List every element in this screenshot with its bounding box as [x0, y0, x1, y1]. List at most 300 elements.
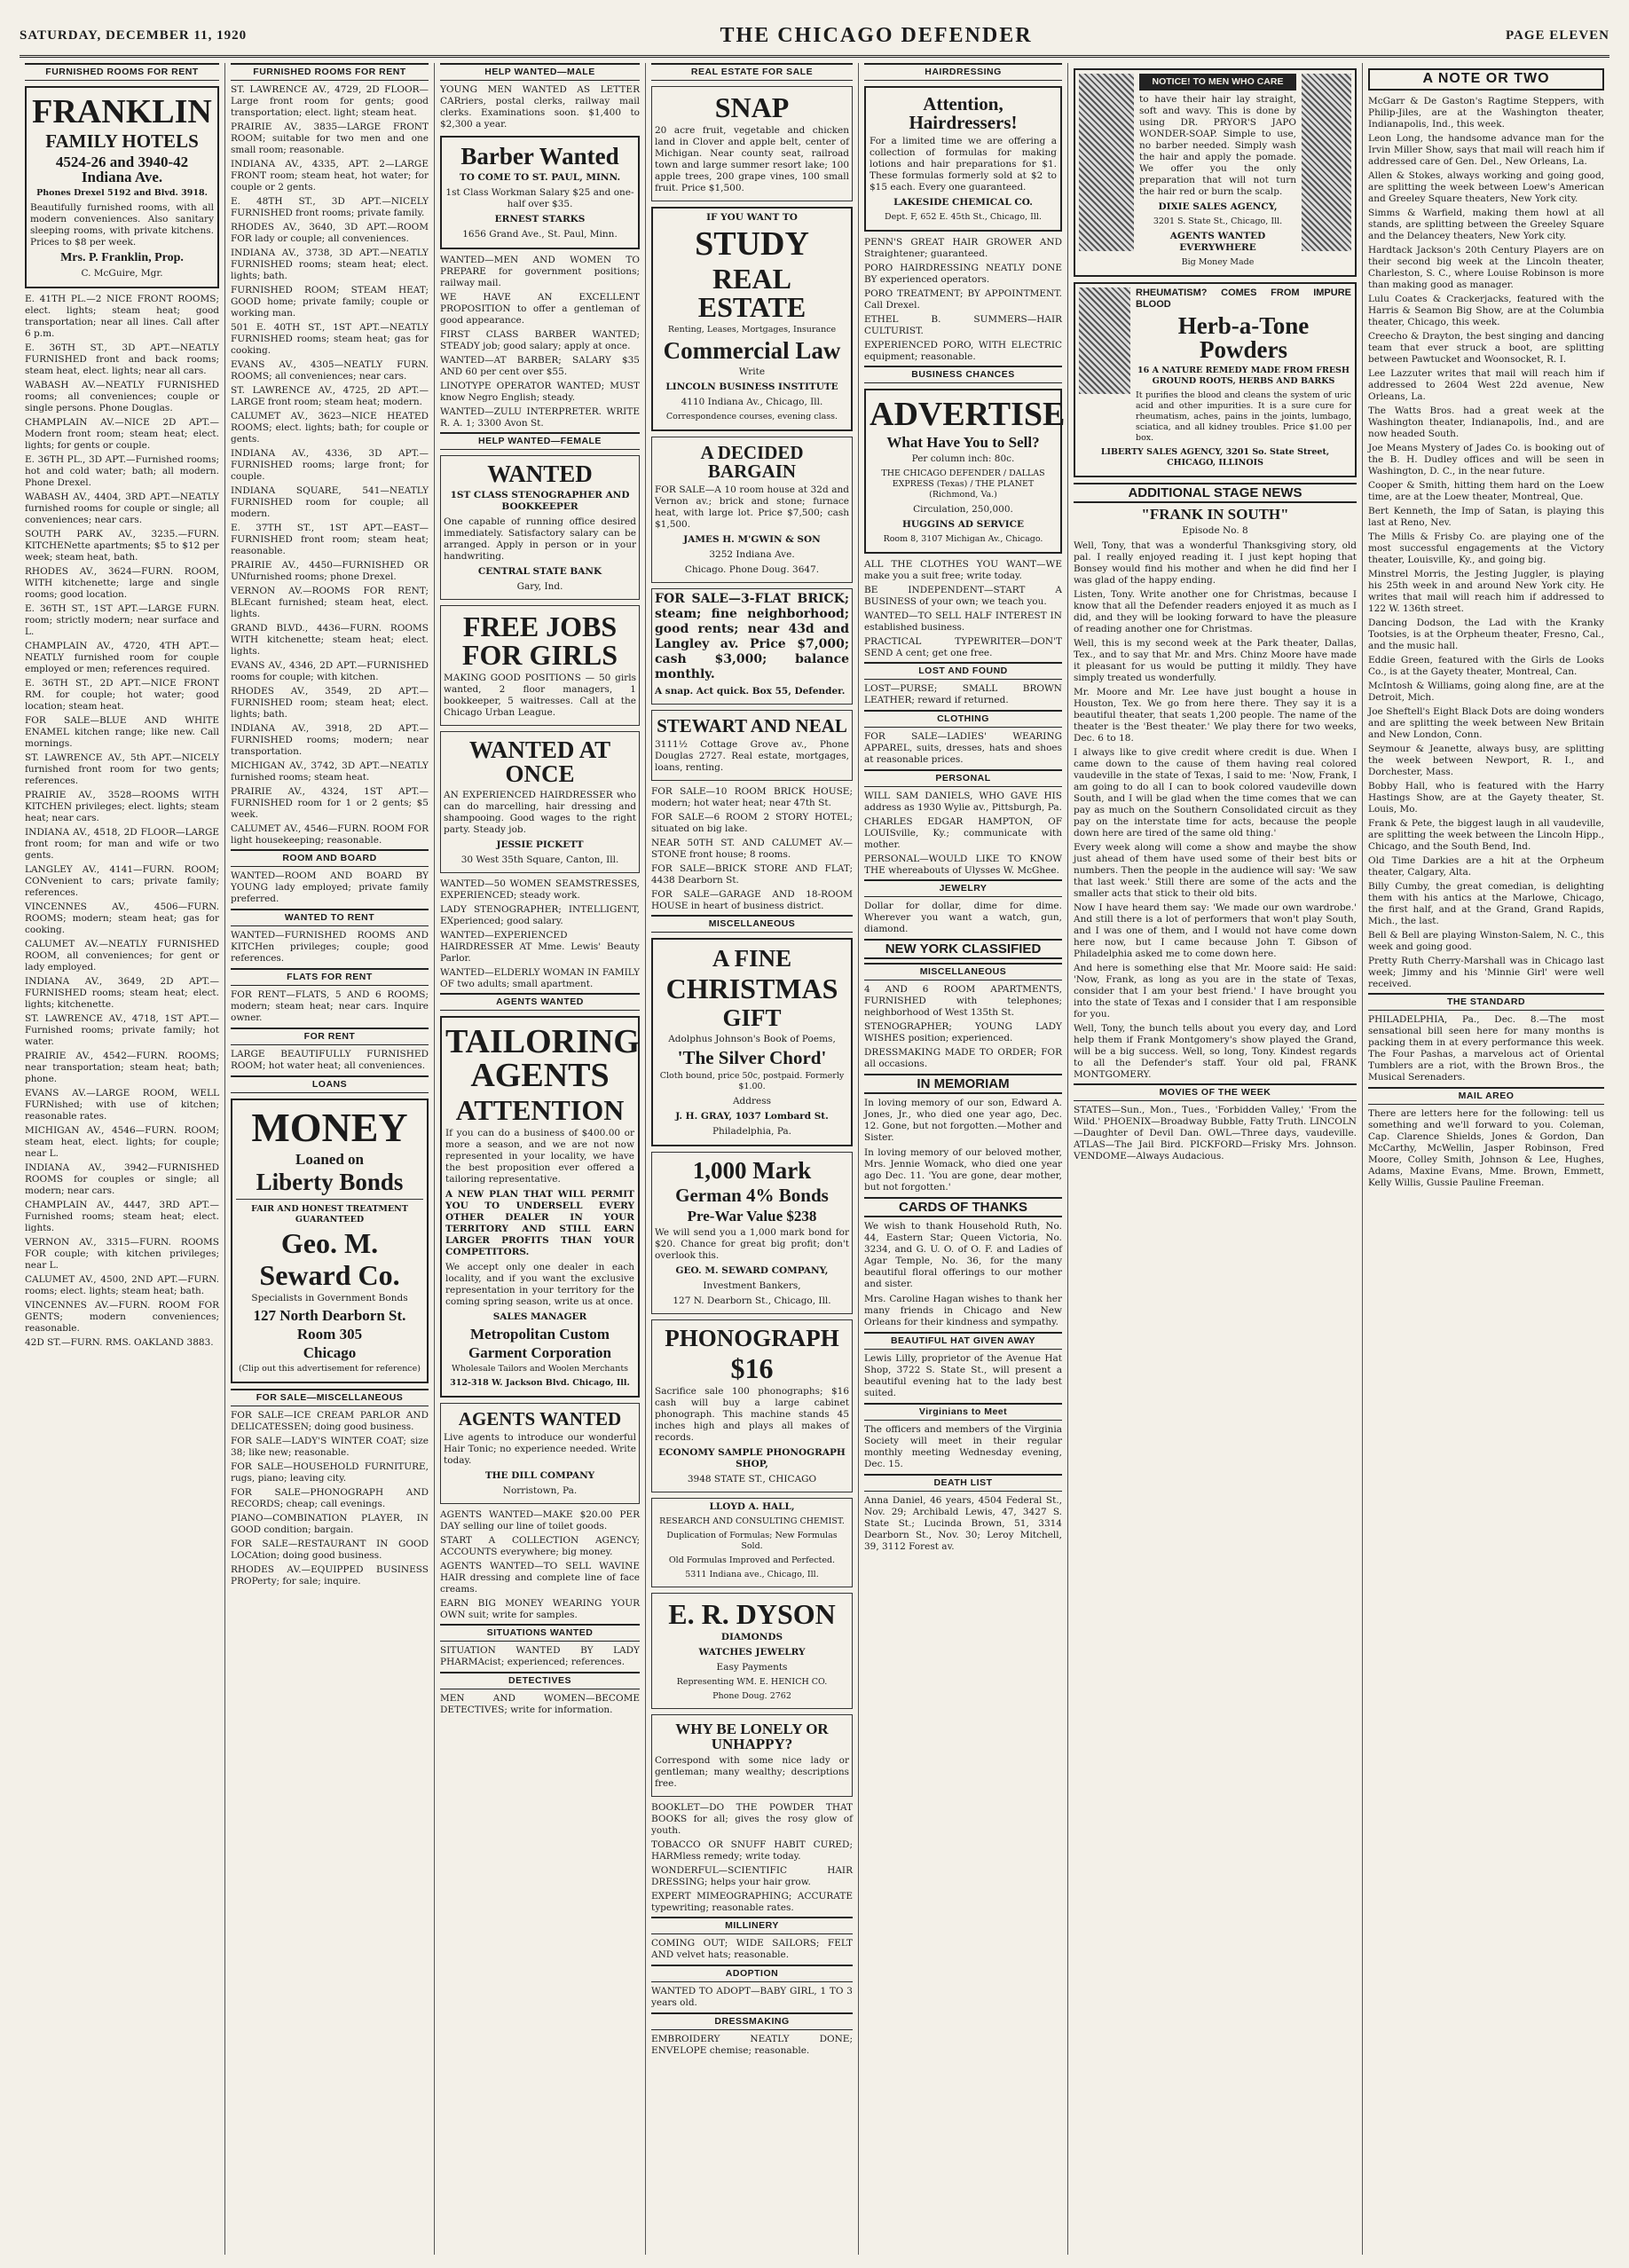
ad-text: Adolphus Johnson's Book of Poems,	[668, 1034, 836, 1044]
ad-name: J. H. GRAY, 1037 Lombard St.	[675, 1111, 829, 1122]
ad-name: DIXIE SALES AGENCY,	[1158, 201, 1278, 212]
listing: VINCENNES AV.—FURN. ROOM FOR GENTS; modern conveniences; reasonable.	[25, 1300, 219, 1334]
ad-address: 312-318 W. Jackson Blvd. Chicago, Ill.	[450, 1378, 630, 1388]
ad-text: A snap. Act quick. Box 55, Defender.	[655, 686, 846, 697]
listing: INDIANA AV., 3918, 2D APT.—FURNISHED rooms; modern; near transportation.	[231, 723, 429, 757]
section-header: PERSONAL	[864, 769, 1062, 787]
ad-headline: Barber Wanted	[460, 143, 619, 169]
ad-firm: Metropolitan Custom	[470, 1326, 610, 1343]
listing: WANTED—AT BARBER; SALARY $35 AND 60 per cent over $55.	[440, 355, 640, 377]
article-paragraph: Mr. Moore and Mr. Lee have just bought a house in Houston, Tex. We go from here there. They say it is a beautiful theater, that seats 1,200 people. The name of the theater is the 'Best theater.' We play there for two weeks, Dec. 6 to 18.	[1074, 687, 1357, 744]
listings	[864, 559, 1062, 659]
listing: Dollar for dollar, dime for dime. Wherever you want a watch, gun, diamond.	[864, 901, 1062, 934]
japo-soap-ad	[1074, 68, 1357, 277]
franklin-hotels-ad	[25, 86, 219, 288]
section-header: DRESSMAKING	[651, 2012, 853, 2030]
christmas-gift-ad	[651, 938, 853, 1146]
ad-name: CENTRAL STATE BANK	[477, 566, 602, 577]
listing: CHAMPLAIN AV., 4447, 3RD APT.—Furnished rooms; steam heat; elect. lights.	[25, 1200, 219, 1233]
listing: 4 AND 6 ROOM APARTMENTS, FURNISHED with telephones; neighborhood of West 135th St.	[864, 984, 1062, 1018]
ad-text: 3111½ Cottage Grove av., Phone Douglas 2727. Real estate, mortgages, loans, renting.	[655, 739, 849, 773]
article-text: The officers and members of the Virginia Society will meet in their regular monthly meeting Wednesday evening, Dec. 15.	[864, 1424, 1062, 1469]
ad-text: 20 acre fruit, vegetable and chicken land in Clover and apple belt, center of Michigan. Near county seat, railroad town and large summer resort lake; 100 apple trees, 200 grape vines, 100 small fruit. Price $1,500.	[655, 125, 849, 193]
ad-subhead: FAMILY HOTELS	[45, 130, 199, 152]
listing: EVANS AV.—LARGE ROOM, WELL FURNished; with use of kitchen; reasonable rates.	[25, 1088, 219, 1122]
ad-price: $16	[730, 1352, 774, 1384]
section-header: MISCELLANEOUS	[864, 963, 1062, 980]
section-header: DETECTIVES	[440, 1672, 640, 1689]
listings	[440, 1509, 640, 1621]
listing: LARGE BEAUTIFULLY FURNISHED ROOM; hot water heat; all conveniences.	[231, 1049, 429, 1071]
ad-text: FAIR AND HONEST TREATMENT GUARANTEED	[251, 1204, 408, 1225]
ad-text: AGENTS WANTED EVERYWHERE	[1169, 231, 1266, 253]
listing: FOR SALE—LADY'S WINTER COAT; size 38; like new; reasonable.	[231, 1436, 429, 1458]
lonely-ad	[651, 1714, 853, 1797]
listing: E. 41TH PL.—2 NICE FRONT ROOMS; elect. lights; steam heat; good transportation; near all lines. Call after 6 p.m.	[25, 294, 219, 339]
ad-text: Big Money Made	[1181, 257, 1255, 267]
ad-proprietor: Mrs. P. Franklin, Prop.	[60, 251, 184, 264]
article-paragraph: The Watts Bros. had a great week at the Washington theater, Indianapolis, Ind., and are now headed South.	[1368, 406, 1604, 439]
column-furnished-rooms-2	[225, 63, 435, 2255]
ad-address: 5311 Indiana ave., Chicago, Ill.	[685, 1570, 819, 1579]
listing: PRAIRIE AV., 4450—FURNISHED OR UNfurnished rooms; phone Drexel.	[231, 560, 429, 582]
ad-subhead: 16 A NATURE REMEDY MADE FROM FRESH GROUND ROOTS, HERBS AND BARKS	[1137, 366, 1350, 386]
ad-text: Easy Payments	[716, 1662, 788, 1673]
german-bonds-ad	[651, 1152, 853, 1314]
hairdressers-ad	[864, 86, 1062, 232]
phonograph-ad	[651, 1319, 853, 1492]
article-paragraph: Simms & Warfield, making them howl at all stands, are splitting between the Greeley Square and the Delancey theaters, New York city.	[1368, 208, 1604, 241]
ad-address: 3948 STATE ST., CHICAGO	[687, 1474, 817, 1484]
ad-text: Write	[738, 366, 766, 377]
listing: FOR SALE—6 ROOM 2 STORY HOTEL; situated on big lake.	[651, 812, 853, 834]
ad-headline: STUDY	[695, 225, 809, 263]
article-paragraph: Eddie Green, featured with the Girls de Looks Co., is at the Gayety theater, Montreal, Can.	[1368, 655, 1604, 677]
barber-wanted-ad	[440, 136, 640, 249]
listing: E. 36TH ST., 1ST APT.—LARGE FURN. room; strictly modern; near surface and L.	[25, 603, 219, 637]
ad-address: Chicago	[303, 1344, 357, 1361]
listing: FOR SALE—BRICK STORE AND FLAT; 4438 Dearborn St.	[651, 863, 853, 886]
listing: INDIANA AV., 4518, 2D FLOOR—LARGE front room; for man and wife or two gents.	[25, 827, 219, 861]
ad-text: Representing WM. E. HENICH CO.	[676, 1677, 828, 1687]
listing: VERNON AV., 3315—FURN. ROOMS FOR couple; with kitchen privileges; near L.	[25, 1237, 219, 1271]
ad-headline: WANTED AT ONCE	[468, 736, 611, 787]
listings	[25, 294, 219, 1349]
article-paragraph: Creecho & Drayton, the best singing and dancing team that ever struck a boot, are splitting between Pawtucket and Woonsocket, R. I.	[1368, 331, 1604, 365]
ad-headline: ADVERTISE	[870, 396, 1066, 433]
divider	[236, 1199, 423, 1200]
masthead	[20, 16, 1609, 58]
ad-address: 3252 Indiana Ave.	[709, 549, 795, 560]
listing: LOST—PURSE; SMALL BROWN LEATHER; reward if returned.	[864, 683, 1062, 705]
section-header: JEWELRY	[864, 879, 1062, 897]
ad-body	[1136, 287, 1351, 447]
listing: ETHEL B. SUMMERS—HAIR CULTURIST.	[864, 314, 1062, 336]
listing: WABASH AV.—NEATLY FURNISHED rooms; all conveniences; couple or single persons. Phone Douglas.	[25, 380, 219, 413]
listing: WABASH AV., 4404, 3RD APT.—NEATLY furnished rooms for couple or single; all conveniences; near cars.	[25, 492, 219, 525]
section-header: MOVIES OF THE WEEK	[1074, 1083, 1357, 1101]
article-paragraph: Old Time Darkies are a hit at the Orpheum theater, Calgary, Alta.	[1368, 855, 1604, 878]
listing: PORO TREATMENT; BY APPOINTMENT. Call Drexel.	[864, 288, 1062, 311]
listing: FOR SALE—HOUSEHOLD FURNITURE, rugs, piano; leaving city.	[231, 1461, 429, 1484]
ad-headline: 1,000 Mark	[692, 1157, 812, 1184]
memoriam-text: In loving memory of our beloved mother, Mrs. Jennie Womack, who died one year ago Dec. 11. 'You are gone, dear mother, but not forgotten.'	[864, 1147, 1062, 1193]
ad-name: THE DILL COMPANY	[484, 1470, 595, 1481]
article-paragraph: Cooper & Smith, hitting them hard on the Loew time, are at the Loew theater, Montreal, Que.	[1368, 480, 1604, 502]
ad-name: LINCOLN BUSINESS INSTITUTE	[665, 382, 838, 392]
ad-row	[1079, 287, 1351, 447]
listing: INDIANA AV., 3942—FURNISHED ROOMS for couples or single; all modern; near cars.	[25, 1162, 219, 1196]
listing: FOR SALE—ICE CREAM PARLOR AND DELICATESSEN; doing good business.	[231, 1410, 429, 1432]
listing: RHODES AV., 3624—FURN. ROOM, WITH kitchenette; large and single rooms; good location.	[25, 566, 219, 600]
section-header: CLOTHING	[864, 710, 1062, 728]
ad-headline: German 4% Bonds	[675, 1185, 829, 1206]
article-paragraph: Well, Tony, the bunch tells about you every day, and Lord help them if Frank Montgomery's show played the Grand, will be a big success. Well, so long, Tony. Kindest regards to all the Defender's staff. Your old pal, FRANK MONTGOMERY.	[1074, 1023, 1357, 1080]
listing: DRESSMAKING MADE TO ORDER; FOR all occasions.	[864, 1047, 1062, 1069]
listing: PRAIRIE AV., 3528—ROOMS WITH KITCHEN privileges; elect. lights; steam heat; near cars.	[25, 790, 219, 823]
ad-headline: Commercial Law	[663, 337, 841, 364]
ad-text: Per column inch: 80c.	[911, 453, 1015, 464]
listing: MICHIGAN AV., 4546—FURN. ROOM; steam heat, elect. lights; for couple; near L.	[25, 1125, 219, 1159]
section-header: AGENTS WANTED	[440, 993, 640, 1011]
listing: PRAIRIE AV., 4542—FURN. ROOMS; near transportation; steam heat; bath; phone.	[25, 1051, 219, 1084]
article-paragraph: Lulu Coates & Crackerjacks, featured with the Harris & Seamon Big Show, are at the Columbia theater, Chicago, this week.	[1368, 294, 1604, 327]
listing: ST. LAWRENCE AV., 4718, 1ST APT.—Furnished rooms; private family; hot water.	[25, 1013, 219, 1047]
section-header: HELP WANTED—MALE	[440, 63, 640, 81]
ad-subhead: WATCHES JEWELRY	[698, 1647, 806, 1658]
listing: BOOKLET—DO THE POWDER THAT BOOKS for all; gives the rosy glow of youth.	[651, 1802, 853, 1836]
listing: EXPERIENCED PORO, WITH ELECTRIC equipment; reasonable.	[864, 340, 1062, 362]
section-header: ADOPTION	[651, 1965, 853, 1982]
listing: 501 E. 40TH ST., 1ST APT.—NEATLY FURNISHED rooms; steam heat; gas for cooking.	[231, 322, 429, 356]
section-banner: CARDS OF THANKS	[864, 1197, 1062, 1217]
listing: GRAND BLVD., 4436—FURN. ROOMS WITH kitchenette; steam heat; elect. lights.	[231, 623, 429, 657]
ad-text: It purifies the blood and cleans the system of uric acid and other impurities. It is a sure cure for rheumatism, aches, pains in the joints, lumbago, sciatica, and all kidney troubles. Price $1.00 per box.	[1136, 390, 1351, 443]
ad-address: 1656 Grand Ave., St. Paul, Minn.	[462, 229, 618, 240]
page-number: PAGE ELEVEN	[1506, 28, 1609, 43]
article-body	[1074, 540, 1357, 1081]
article-text: STATES—Sun., Mon., Tues., 'Forbidden Valley,' 'From the Wild.' PHOENIX—Broadway Bubble, Fatty Truth. LINCOLN—Daughter of Devil Dan. OWL—Three days, vaudeville. ATLAS—The Jail Bird. PICKFORD—Frisky Mrs. Johnson. VENDOME—Always Audacious.	[1074, 1105, 1357, 1162]
tailoring-agents-ad	[440, 1016, 640, 1398]
ad-headline: WHY BE LONELY OR UNHAPPY?	[675, 1721, 829, 1752]
listing: WANTED—ZULU INTERPRETER. WRITE R. A. 1; 3300 Avon St.	[440, 406, 640, 429]
article-paragraph: McGarr & De Gaston's Ragtime Steppers, with Philip-Jiles, are at the Washington theater, Indianapolis, Ind., this week.	[1368, 96, 1604, 130]
ad-address: 4524-26 and 3940-42 Indiana Ave.	[55, 154, 189, 185]
listing: ST. LAWRENCE AV., 5th APT.—NICELY furnished front room for two gents; references.	[25, 752, 219, 786]
listing: WANTED—ELDERLY WOMAN IN FAMILY OF two adults; small apartment.	[440, 967, 640, 989]
section-header: MILLINERY	[651, 1917, 853, 1934]
ad-text: Duplication of Formulas; New Formulas Sold.	[666, 1531, 838, 1551]
listing: FOR SALE—PHONOGRAPH AND RECORDS; cheap; call evenings.	[231, 1487, 429, 1509]
ad-headline: MONEY	[251, 1105, 408, 1150]
wanted-at-once-ad	[440, 731, 640, 873]
man-illustration-icon	[1079, 74, 1134, 251]
ad-headline: A DECIDED BARGAIN	[700, 442, 804, 482]
listing: COMING OUT; WIDE SAILORS; FELT AND velvet hats; reasonable.	[651, 1938, 853, 1960]
advertise-ad	[864, 389, 1066, 554]
listing: WANTED—FURNISHED ROOMS AND KITCHen privileges; couple; good references.	[231, 930, 429, 964]
listing: FOR SALE—GARAGE AND 18-ROOM HOUSE in heart of business district.	[651, 889, 853, 911]
listing: SOUTH PARK AV., 3235.—FURN. KITCHENette apartments; $5 to $12 per week; steam heat, bath.	[25, 529, 219, 563]
ad-address: 127 N. Dearborn St., Chicago, Ill.	[673, 1295, 831, 1306]
ad-text: Correspond with some nice lady or gentleman; many wealthy; descriptions free.	[655, 1755, 849, 1789]
ad-row	[1079, 74, 1351, 272]
listing: WANTED—MEN AND WOMEN TO PREPARE for government positions; railway mail.	[440, 255, 640, 288]
article-paragraph: Joe Sheftell's Eight Black Dots are doing wonders and are splitting the week between New Britain and New London, Conn.	[1368, 706, 1604, 740]
ad-name: JESSIE PICKETT	[496, 839, 584, 850]
ad-text: For a limited time we are offering a collection of formulas for making lotions and hair preparations for $1. These formulas formerly sold at $2 to $15 each. Every one guaranteed.	[870, 136, 1057, 193]
section-header: FLATS FOR RENT	[231, 968, 429, 986]
article-body	[1368, 96, 1604, 990]
ad-headline: REAL ESTATE	[697, 263, 807, 323]
ad-text: Live agents to introduce our wonderful Hair Tonic; no experience needed. Write today.	[444, 1432, 636, 1466]
listings	[231, 1410, 429, 1587]
article-paragraph: Leon Long, the handsome advance man for the Irvin Miller Show, says that mail will reach him if addressed care of Gen. Del., New Orleans, La.	[1368, 133, 1604, 167]
listing: AGENTS WANTED—TO SELL WAVINE HAIR dressing and complete line of face creams.	[440, 1561, 640, 1595]
listing: RHODES AV., 3549, 2D APT.—FURNISHED room; steam heat; elect. lights; bath.	[231, 686, 429, 720]
ad-text: Sacrifice sale 100 phonographs; $16 cash will buy a large cabinet phonograph. This machine stands 45 inches high and plays all makes of records.	[655, 1386, 849, 1443]
listing: WANTED—50 WOMEN SEAMSTRESSES, EXPERIENCED; steady work.	[440, 878, 640, 901]
article-headline: "FRANK IN SOUTH"	[1141, 506, 1289, 523]
section-header: THE STANDARD	[1368, 993, 1604, 1011]
listing: LANGLEY AV., 4141—FURN. ROOM; CONvenient to cars; private family; references.	[25, 864, 219, 898]
ad-subhead: RHEUMATISM? COMES FROM IMPURE BLOOD	[1136, 287, 1351, 310]
listing: PRACTICAL TYPEWRITER—DON'T SEND A cent; get one free.	[864, 636, 1062, 658]
section-header: HAIRDRESSING	[864, 63, 1062, 81]
article-paragraph: Hardtack Jackson's 20th Century Players are on their second big week at the Lincoln theater, Charleston, S. C., where Louise Robinson is more than making good as manager.	[1368, 245, 1604, 290]
article-paragraph: Seymour & Jeanette, always busy, are splitting the week between Newport, R. I., and Dorchester, Mass.	[1368, 744, 1604, 777]
ad-name: LLOYD A. HALL,	[709, 1501, 795, 1512]
ad-address: Gary, Ind.	[516, 581, 563, 592]
article-paragraph: Lee Lazzuter writes that mail will reach him if addressed to 2604 West 22d avenue, New Orleans, La.	[1368, 368, 1604, 402]
column-help-wanted	[435, 63, 646, 2255]
ad-address: Room 305	[296, 1326, 363, 1343]
ad-name: GEO. M. SEWARD COMPANY,	[675, 1265, 829, 1276]
article-paragraph: Bobby Hall, who is featured with the Harry Hastings Show, are at the Gayety theater, St. Louis, Mo.	[1368, 781, 1604, 815]
woman-illustration-icon	[1302, 74, 1351, 251]
listing: NEAR 50TH ST. AND CALUMET AV.—STONE front house; 8 rooms.	[651, 838, 853, 860]
listing: EVANS AV., 4346, 2D APT.—FURNISHED rooms for couple; with kitchen.	[231, 660, 429, 682]
article-subhead: Episode No. 8	[1182, 525, 1248, 536]
section-header: HELP WANTED—FEMALE	[440, 432, 640, 450]
ad-text: Specialists in Government Bonds	[251, 1293, 408, 1303]
ad-text: Renting, Leases, Mortgages, Insurance	[667, 325, 837, 335]
listing: AGENTS WANTED—MAKE $20.00 PER DAY selling our line of toilet goods.	[440, 1509, 640, 1532]
article-paragraph: Bell & Bell are playing Winston-Salem, N. C., this week and going good.	[1368, 930, 1604, 952]
section-header: A NOTE OR TWO	[1422, 71, 1550, 86]
ad-firm: Geo. M.	[280, 1227, 379, 1259]
article-paragraph: Listen, Tony. Write another one for Christmas, because I know that all the Defender readers enjoyed it as much as I did, and they will be looking forward to have the pleasure of reading another one for Christmas.	[1074, 589, 1357, 634]
ad-name: ECONOMY SAMPLE PHONOGRAPH SHOP,	[658, 1447, 846, 1469]
section-header: MAIL AREO	[1368, 1087, 1604, 1105]
article-paragraph: Dancing Dodson, the Lad with the Kranky Tootsies, is at the Orpheum theater, Fresno, Cal., and the music hall.	[1368, 618, 1604, 651]
listing: CALUMET AV., 4500, 2ND APT.—FURN. rooms; elect. lights; steam heat; bath.	[25, 1274, 219, 1296]
ad-text: RESEARCH AND CONSULTING CHEMIST.	[659, 1516, 845, 1526]
listing: INDIANA AV., 4336, 3D APT.—FURNISHED rooms; large front; for couple.	[231, 448, 429, 482]
ad-text: THE CHICAGO DEFENDER / DALLAS EXPRESS (Texas) / THE PLANET (Richmond, Va.)	[881, 469, 1045, 500]
ad-headline: A FINE	[712, 945, 792, 972]
listing: ALL THE CLOTHES YOU WANT—WE make you a suit free; write today.	[864, 559, 1062, 581]
ad-subhead: IF YOU WANT TO	[706, 212, 798, 223]
article-paragraph: Every week along will come a show and maybe the show just ahead of them have used some of their best bits or numbers. Then the people in the audience will say: 'We saw that last week.' Still there are some of the acts and the smaller acts that stick to their old bits.	[1074, 842, 1357, 899]
listing: PENN'S GREAT HAIR GROWER AND Straightener; guaranteed.	[864, 237, 1062, 259]
section-header: FOR SALE—MISCELLANEOUS	[231, 1389, 429, 1406]
ad-headline: NOTICE! TO MEN WHO CARE	[1139, 74, 1296, 91]
listing: CALUMET AV., 3623—NICE HEATED ROOMS; elect. lights; bath; for couple or gents.	[231, 411, 429, 445]
listing: EARN BIG MONEY WEARING YOUR OWN suit; write for samples.	[440, 1598, 640, 1620]
section-header: MISCELLANEOUS	[651, 915, 853, 933]
ad-headline: WANTED	[487, 461, 593, 487]
ad-manager: C. McGuire, Mgr.	[81, 268, 163, 279]
section-banner: ADDITIONAL STAGE NEWS	[1074, 483, 1357, 503]
section-header: BUSINESS CHANCES	[864, 366, 1062, 383]
snap-ad	[651, 86, 853, 201]
listings	[864, 984, 1062, 1070]
listings	[864, 237, 1062, 363]
ad-headline: TAILORING AGENTS	[445, 1023, 640, 1094]
ad-subhead: DIAMONDS	[720, 1632, 783, 1642]
listing: BE INDEPENDENT—START A BUSINESS of your own; we teach you.	[864, 585, 1062, 607]
ad-address: Dept. F, 652 E. 45th St., Chicago, Ill.	[885, 212, 1042, 222]
ad-headline: FRANKLIN	[32, 93, 212, 130]
article-paragraph: Now I have heard them say: 'We made our own wardrobe.' And still there is a lot of performers that won't play South, and I was one of them, and I would not have come down here now, but I came because John T. Gibson of Philadelphia asked me to come down here.	[1074, 902, 1357, 959]
ad-name: ERNEST STARKS	[494, 214, 586, 224]
listing: FOR SALE—BLUE AND WHITE ENAMEL kitchen range; like new. Call mornings.	[25, 715, 219, 749]
ad-headline: GIFT	[722, 1004, 782, 1031]
listing: VINCENNES AV., 4506—FURN. ROOMS; modern; steam heat; gas for cooking.	[25, 902, 219, 935]
article-paragraph: Frank & Pete, the biggest laugh in all vaudeville, are splitting the week between the Lincoln Hipp., Chicago, and the South Bend, Ind.	[1368, 818, 1604, 852]
ad-address: 30 West 35th Square, Canton, Ill.	[460, 854, 619, 865]
article-paragraph: Well, this is my second week at the Park theater, Dallas, Tex., and to say that Mr. and Mrs. Chinz Moore have made it pleasant for us would be putting it mildly. They have simply treated us wonderfully.	[1074, 638, 1357, 683]
ad-address: LIBERTY SALES AGENCY, 3201 So. State Street, CHICAGO, ILLINOIS	[1100, 447, 1330, 468]
section-header: DEATH LIST	[864, 1474, 1062, 1492]
listing: WANTED—EXPERIENCED HAIRDRESSER AT Mme. Lewis' Beauty Parlor.	[440, 930, 640, 964]
note-header-box	[1368, 68, 1604, 91]
listing: PERSONAL—WOULD LIKE TO KNOW THE whereabouts of Ulysses W. McGhee.	[864, 854, 1062, 876]
ad-text: We accept only one dealer in each locality, and if you want the exclusive representation in your territory for the coming spring season, write us at once.	[445, 1262, 634, 1307]
section-header: FURNISHED ROOMS FOR RENT	[25, 63, 219, 81]
ad-text: Circulation, 250,000.	[913, 504, 1013, 515]
ad-text: Old Formulas Improved and Perfected.	[668, 1555, 836, 1565]
ad-address: 127 North Dearborn St.	[253, 1307, 406, 1324]
article-paragraph: Pretty Ruth Cherry-Marshall was in Chicago last week; Jimmy and his 'Minnie Girl' were well received.	[1368, 956, 1604, 989]
article-text: There are letters here for the following: tell us something and we'll forward to you. Coleman, Cap. Clarence Shields, Jones & Gordon, Dan McCarthy, McWellin, Jasper Robinson, Fred Moore, Colley Smith, Johnson & Lee, Hughes, Adams, Maxine Evans, Mme. Brown, Emmett, Kelly Willis, Gussie Pauline Freeman.	[1368, 1108, 1604, 1188]
ad-text: FOR SALE—3-FLAT BRICK; steam; fine neighborhood; good rents; near 43d and Langley av. Price $7,000; cash $3,000; balance monthly.	[655, 592, 849, 681]
listing: FIRST CLASS BARBER WANTED; STEADY job; good salary; apply at once.	[440, 329, 640, 351]
listing: E. 37TH ST., 1ST APT.—EAST—FURNISHED front room; steam heat; reasonable.	[231, 523, 429, 556]
listing: WANTED—ROOM AND BOARD BY YOUNG lady employed; private family preferred.	[231, 870, 429, 904]
column-stage-news	[1068, 63, 1363, 2255]
ad-headline: STEWART AND NEAL	[657, 715, 847, 736]
ad-subhead: ATTENTION	[455, 1094, 625, 1126]
column-real-estate	[646, 63, 859, 2255]
section-banner: NEW YORK CLASSIFIED	[864, 939, 1062, 959]
listing: MICHIGAN AV., 3742, 3D APT.—NEATLY furnished rooms; steam heat.	[231, 760, 429, 783]
listing: YOUNG MEN WANTED AS LETTER CARriers, postal clerks, railway mail clerks. Examinations soon. $1,400 to $2,300 a year.	[440, 84, 640, 130]
listing: LADY STENOGRAPHER; INTELLIGENT, EXperienced; good salary.	[440, 904, 640, 926]
ad-text: MAKING GOOD POSITIONS — 50 girls wanted, 2 floor managers, 1 bookkeeper, 5 waitresses. Call at the Chicago Urban League.	[444, 673, 636, 718]
listing: MEN AND WOMEN—BECOME DETECTIVES; write for information.	[440, 1693, 640, 1715]
listing: ST. LAWRENCE AV., 4729, 2D FLOOR—Large front room for gents; good transportation; elect. light; steam heat.	[231, 84, 429, 118]
ad-address: 3201 S. State St., Chicago, Ill.	[1153, 217, 1283, 226]
listing: WE HAVE AN EXCELLENT PROPOSITION to offer a gentleman of good appearance.	[440, 292, 640, 326]
ad-text: One capable of running office desired immediately. Satisfactory salary can be arranged. Apply in person or in your handwriting.	[444, 516, 636, 562]
listing: RHODES AV.—EQUIPPED BUSINESS PROPerty; for sale; inquire.	[231, 1564, 429, 1587]
section-header: FOR RENT	[231, 1028, 429, 1045]
listings	[231, 84, 429, 847]
ad-text: Correspondence courses, evening class.	[665, 412, 838, 421]
ad-title: 'The Silver Chord'	[677, 1047, 827, 1068]
thanks-text: We wish to thank Household Ruth, No. 44, Eastern Star; Queen Victoria, No. 3234, and G. U. O. of O. F. and Ladies of Agar Temple, No. 36, for the many beautiful floral offerings to our mother and sister.	[864, 1221, 1062, 1289]
listing: RHODES AV., 3640, 3D APT.—ROOM FOR lady or couple; all conveniences.	[231, 222, 429, 244]
listing: PRAIRIE AV., 4324, 1ST APT.—FURNISHED room for 1 or 2 gents; $5 week.	[231, 786, 429, 820]
ad-name: JAMES H. M'GWIN & SON	[683, 534, 821, 545]
listing: INDIANA AV., 3649, 2D APT.—FURNISHED rooms; steam heat; elect. lights; kitchenette.	[25, 976, 219, 1010]
dyson-jewelry-ad	[651, 1593, 853, 1709]
article-paragraph: Billy Cumby, the great comedian, is delighting them with his antics at the Marlowe, Chicago, the first half, and at the Grand, Grand Rapids, Mich., the last.	[1368, 881, 1604, 926]
newspaper-title: THE CHICAGO DEFENDER	[720, 23, 1033, 47]
listing: INDIANA AV., 4335, APT. 2—LARGE FRONT room; steam heat, hot water; for couple or 2 gents.	[231, 159, 429, 193]
listing: PRAIRIE AV., 3835—LARGE FRONT ROOM; suitable for two men and one small room; reasonable.	[231, 122, 429, 155]
ad-name: SALES MANAGER	[492, 1311, 587, 1322]
article-paragraph: Minstrel Morris, the Jesting Juggler, is playing his 25th week in and around New York city. He writes that mail will reach him if addressed to 122 W. 136th street.	[1368, 569, 1604, 614]
listing: PIANO—COMBINATION PLAYER, IN GOOD condition; bargain.	[231, 1513, 429, 1535]
ad-text: A NEW PLAN THAT WILL PERMIT YOU TO UNDERSELL EVERY OTHER DEALER IN YOUR TERRITORY AND STILL EARN LARGER PROFITS THAN YOUR COMPETITORS.	[445, 1189, 634, 1257]
listing: CHARLES EDGAR HAMPTON, OF LOUISville, Ky.; communicate with mother.	[864, 816, 1062, 850]
ad-body	[1139, 74, 1296, 272]
listing: FURNISHED ROOM; STEAM HEAT; GOOD home; private family; couple or working man.	[231, 285, 429, 319]
decided-bargain-ad	[651, 437, 853, 583]
ad-text: FOR SALE—A 10 room house at 32d and Vernon av.; brick and stone; furnace heat, with large lot. Price $7,500; cash $1,500.	[655, 484, 849, 530]
section-header: LOANS	[231, 1075, 429, 1093]
chemist-ad	[651, 1498, 853, 1587]
ad-headline: CHRISTMAS	[665, 973, 838, 1004]
article-paragraph: Well, Tony, that was a wonderful Thanksgiving story, old pal. I really enjoyed reading it. I just kept hoping that Bonsey would find his mother and when he did find her I was glad of the happy ending.	[1074, 540, 1357, 586]
listing: E. 36TH ST., 2D APT.—NICE FRONT RM. for couple; hot water; good location; steam heat.	[25, 678, 219, 712]
listing: E. 48TH ST., 3D APT.—NICELY FURNISHED front rooms; private family.	[231, 196, 429, 218]
dill-agents-ad	[440, 1403, 640, 1504]
section-header: LOST AND FOUND	[864, 662, 1062, 680]
study-real-estate-ad	[651, 207, 853, 431]
ad-text: AN EXPERIENCED HAIRDRESSER who can do marcelling, hair dressing and shampooing. Good wages to the right party. Steady job.	[444, 790, 636, 835]
listings	[440, 255, 640, 429]
stenographer-ad	[440, 455, 640, 600]
listing: ST. LAWRENCE AV., 4725, 2D APT.—LARGE front room; steam heat; modern.	[231, 385, 429, 407]
ad-text: to have their hair lay straight, soft and wavy. This is done by using DR. PRYOR'S JAPO WONDER-SOAP. Simple to use, no barber needed. Simply wash the hair and apply the pomade. We offer you the only preparation that will not turn the hair red or burn the scalp.	[1139, 94, 1296, 197]
thanks-text: Mrs. Caroline Hagan wishes to thank her many friends in Chicago and New Orleans for their kindness and sympathy.	[864, 1294, 1062, 1327]
listing: FOR SALE—10 ROOM BRICK HOUSE; modern; hot water heat; near 47th St.	[651, 786, 853, 808]
listing: CALUMET AV.—NEATLY FURNISHED ROOM, all conveniences; for gent or lady employed.	[25, 939, 219, 973]
ad-phone: Phone Doug. 2762	[712, 1691, 791, 1701]
ad-headline: FREE JOBS FOR GIRLS	[461, 610, 618, 671]
ad-text: Investment Bankers,	[703, 1280, 801, 1291]
article-paragraph: Allen & Stokes, always working and going good, are splitting the week between Loew's American and Greeley Square theaters, New York city.	[1368, 170, 1604, 204]
ad-text: 1st Class Workman Salary $25 and one-half over $35.	[445, 187, 634, 209]
listing: EXPERT MIMEOGRAPHING; ACCURATE typewriting; reasonable rates.	[651, 1891, 853, 1913]
section-header: BEAUTIFUL HAT GIVEN AWAY	[864, 1332, 1062, 1350]
section-header: Virginians to Meet	[864, 1403, 1062, 1421]
ad-address: Norristown, Pa.	[502, 1485, 578, 1496]
listing: FOR SALE—RESTAURANT IN GOOD LOCAtion; doing good business.	[231, 1539, 429, 1561]
ad-subhead: Loaned on	[295, 1151, 364, 1168]
column-note-or-two	[1363, 63, 1609, 2255]
section-header: FURNISHED ROOMS FOR RENT	[231, 63, 429, 81]
listing: WONDERFUL—SCIENTIFIC HAIR DRESSING; helps your hair grow.	[651, 1865, 853, 1887]
ad-firm: Garment Corporation	[468, 1344, 611, 1361]
ad-headline: AGENTS WANTED	[458, 1408, 622, 1429]
listing: CHAMPLAIN AV., 4720, 4TH APT.—NEATLY furnished room for couple employed or men; references required.	[25, 641, 219, 674]
free-jobs-ad	[440, 605, 640, 726]
